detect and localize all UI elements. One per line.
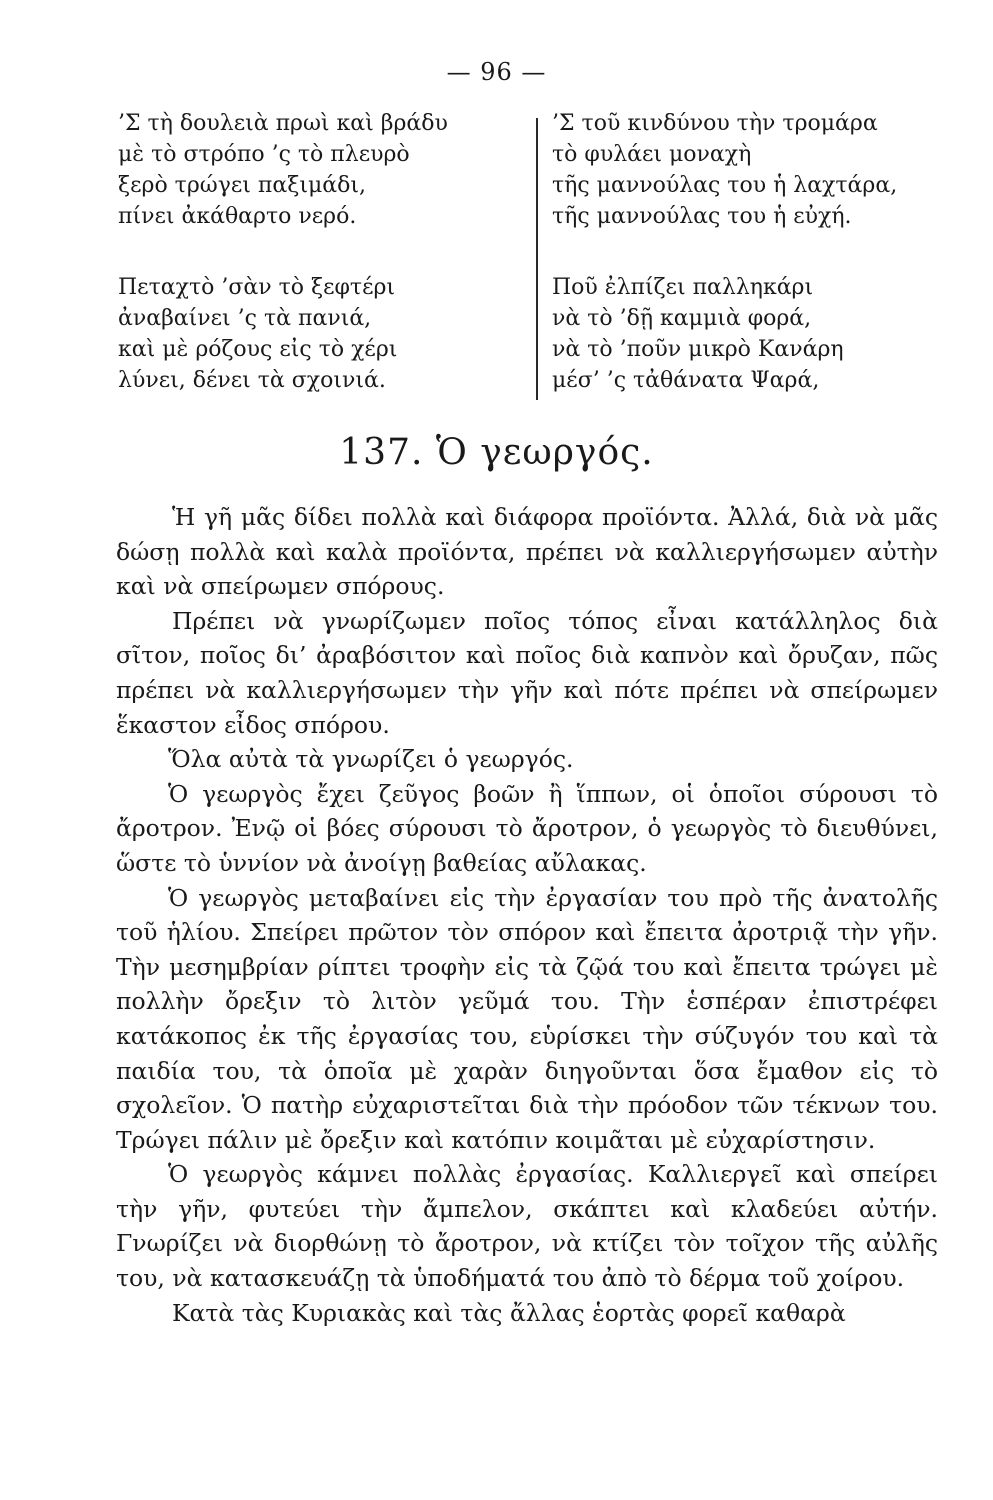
- paragraph: Ἡ γῆ μᾶς δίδει πολλὰ καὶ διάφορα προϊόντα. Ἀλλά, διὰ νὰ μᾶς δώσῃ πολλὰ καὶ καλὰ προϊόντα, πρέπει νὰ καλλιεργήσωμεν αὐτὴν καὶ νὰ σπείρωμεν σπόρους.: [116, 503, 938, 601]
- poem-stanza: [552, 108, 952, 232]
- poem-right-column: [552, 108, 952, 418]
- poem-line: ’Σ τοῦ κινδύνου τὴν τρομάρα: [552, 111, 878, 136]
- poem-line: Πεταχτὸ ’σὰν τὸ ξεφτέρι: [118, 275, 396, 300]
- poem-left-column: [118, 108, 518, 418]
- poem-line: Ποῦ ἐλπίζει παλληκάρι: [552, 275, 814, 300]
- paragraph: Πρέπει νὰ γνωρίζωμεν ποῖος τόπος εἶναι κατάλληλος διὰ σῖτον, ποῖος δι’ ἀραβόσιτον καὶ ποῖος διὰ καπνὸν καὶ ὄρυζαν, πῶς πρέπει νὰ καλλιεργήσωμεν τὴν γῆν καὶ πότε πρέπει νὰ σπείρωμεν ἕκαστον εἶδος σπόρου.: [116, 606, 938, 739]
- poem-line: καὶ μὲ ρόζους εἰς τὸ χέρι: [118, 337, 398, 362]
- poem-line: τὸ φυλάει μοναχὴ: [552, 142, 752, 167]
- lesson-heading: 137. Ὁ γεωργός.: [339, 432, 654, 473]
- poem-stanza: [118, 272, 518, 396]
- paragraph: Ὁ γεωργὸς κάμνει πολλὰς ἐργασίας. Καλλιεργεῖ καὶ σπείρει τὴν γῆν, φυτεύει τὴν ἄμπελον, σκάπτει καὶ κλαδεύει αὐτήν. Γνωρίζει νὰ διορθώνῃ τὸ ἄροτρον, νὰ κτίζει τὸν τοῖχον τῆς αὐλῆς του, νὰ κατασκευάζῃ τὰ ὑποδήματά του ἀπὸ τὸ δέρμα τοῦ χοίρου.: [116, 1160, 938, 1293]
- poem-line: λύνει, δένει τὰ σχοινιά.: [118, 368, 386, 393]
- poem-line: μὲ τὸ στρόπο ’ς τὸ πλευρὸ: [118, 142, 410, 167]
- poem-line: πίνει ἀκάθαρτο νερό.: [118, 204, 357, 229]
- paragraph: Κατὰ τὰς Κυριακὰς καὶ τὰς ἄλλας ἑορτὰς φορεῖ καθαρὰ: [172, 1298, 846, 1327]
- paragraph: Ὅλα αὐτὰ τὰ γνωρίζει ὁ γεωργός.: [168, 745, 574, 774]
- poem-line: νὰ τὸ ’δῇ καμμιὰ φορά,: [552, 306, 812, 331]
- poem-line: ξερὸ τρώγει παξιμάδι,: [118, 173, 366, 198]
- poem-line: νὰ τὸ ’ποῦν μικρὸ Κανάρη: [552, 337, 844, 362]
- poem-line: τῆς μαννούλας του ἡ λαχτάρα,: [552, 173, 898, 198]
- lesson-body: [116, 500, 938, 1330]
- poem-line: τῆς μαννούλας του ἡ εὐχή.: [552, 204, 852, 229]
- poem-stanza: [552, 272, 952, 396]
- column-divider: [536, 118, 538, 400]
- paragraph: Ὁ γεωργὸς μεταβαίνει εἰς τὴν ἐργασίαν του πρὸ τῆς ἀνατολῆς τοῦ ἡλίου. Σπείρει πρῶτον τὸν σπόρον καὶ ἔπειτα ἀροτριᾷ τὴν γῆν. Τὴν μεσημβρίαν ρίπτει τροφὴν εἰς τὰ ζῷά του καὶ ἔπειτα τρώγει μὲ πολλὴν ὄρεξιν τὸ λιτὸν γεῦμά του. Τὴν ἑσπέραν ἐπιστρέφει κατάκοπος ἐκ τῆς ἐργασίας του, εὑρίσκει τὴν σύζυγόν του καὶ τὰ παιδία του, τὰ ὁποῖα μὲ χαρὰν διηγοῦνται ὅσα ἔμαθον εἰς τὸ σχολεῖον. Ὁ πατὴρ εὐχαριστεῖται διὰ τὴν πρόοδον τῶν τέκνων του. Τρώγει πάλιν μὲ ὄρεξιν καὶ κατόπιν κοιμᾶται μὲ εὐχαρίστησιν.: [116, 883, 938, 1154]
- poem-stanza: [118, 108, 518, 232]
- paragraph: Ὁ γεωργὸς ἔχει ζεῦγος βοῶν ἢ ἵππων, οἱ ὁποῖοι σύρουσι τὸ ἄροτρον. Ἐνῷ οἱ βόες σύρουσι τὸ ἄροτρον, ὁ γεωργὸς τὸ διευθύνει, ὥστε τὸ ὑννίον νὰ ἀνοίγῃ βαθείας αὔλακας.: [116, 779, 938, 877]
- poem-line: ’Σ τὴ δουλειὰ πρωὶ καὶ βράδυ: [118, 111, 448, 136]
- poem-line: μέσ’ ’ς τἀθάνατα Ψαρά,: [552, 368, 820, 393]
- page-number: — 96 —: [446, 58, 547, 86]
- poem-line: ἀναβαίνει ’ς τὰ πανιά,: [118, 306, 372, 331]
